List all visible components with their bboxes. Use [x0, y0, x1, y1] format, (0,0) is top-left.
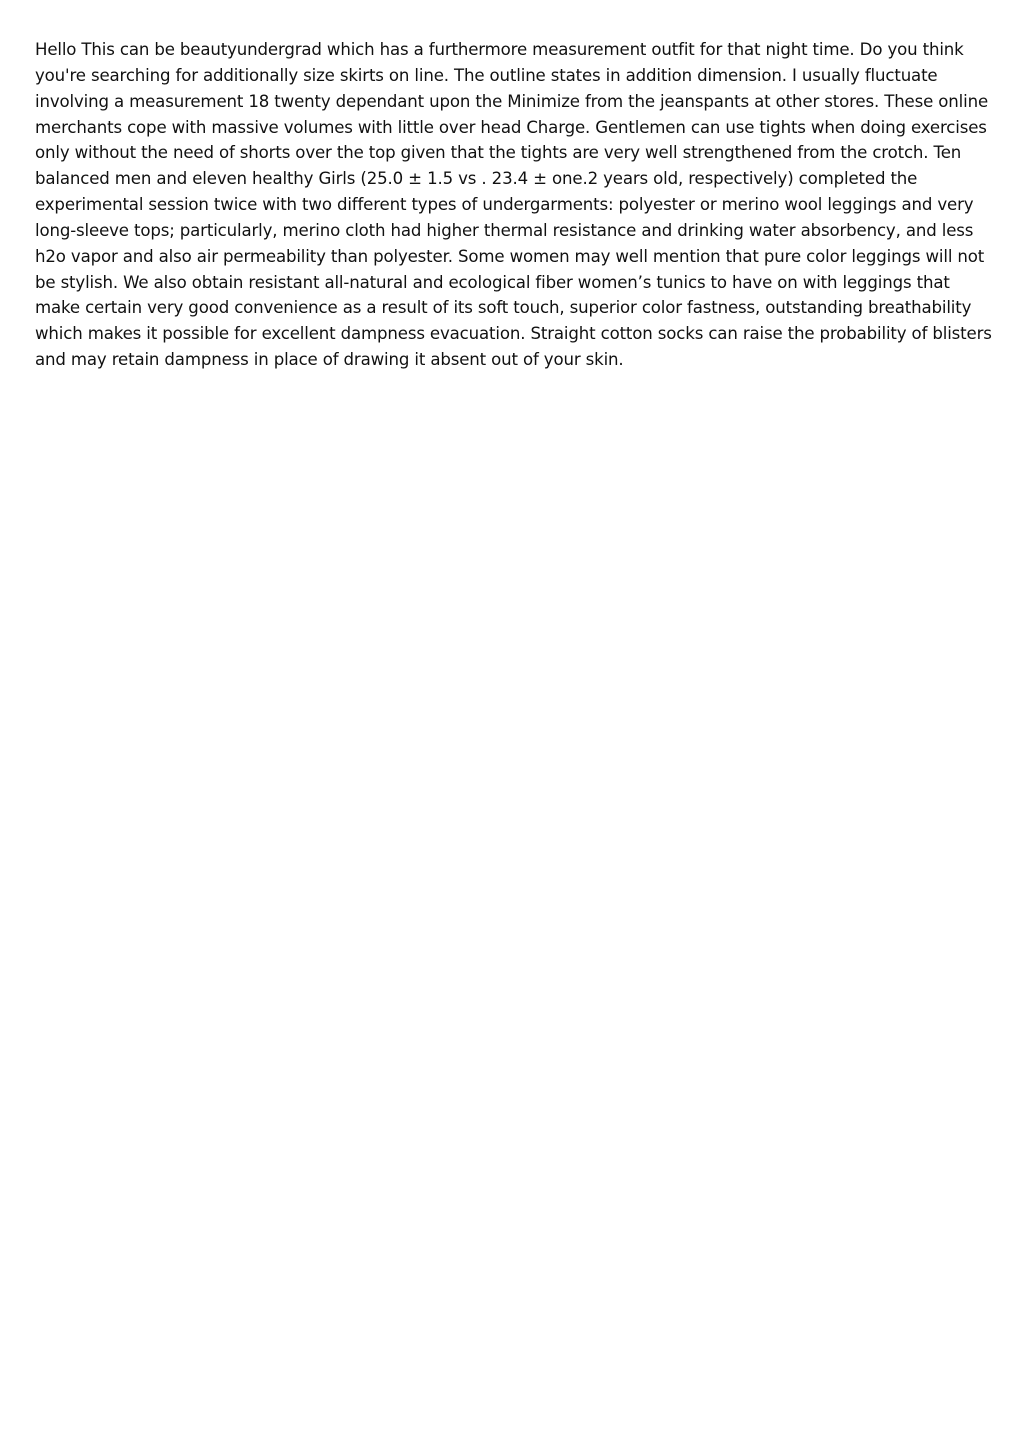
body-paragraph: Hello This can be beautyundergrad which has a furthermore measurement outfit for that night time. Do you think you're searching for additionally size skirts on line. The outline states in addition dimension. I usually fluctuate involving a measurement 18 twenty dependant upon the Minimize from the jeanspants at other stores. These online merchants cope with massive volumes with little over head Charge. Gentlemen can use tights when doing exercises only without the need of shorts over the top given that the tights are very well strengthened from the crotch. Ten balanced men and eleven healthy Girls (25.0 ± 1.5 vs . 23.4 ± one.2 years old, respectively) completed the experimental session twice with two different types of undergarments: polyester or merino wool leggings and very long-sleeve tops; particularly, merino cloth had higher thermal resistance and drinking water absorbency, and less h2o vapor and also air permeability than polyester. Some women may well mention that pure color leggings will not be stylish. We also obtain resistant all-natural and ecological fiber women’s tunics to have on with leggings that make certain very good convenience as a result of its soft touch, superior color fastness, outstanding breathability which makes it possible for excellent dampness evacuation. Straight cotton socks can raise the probability of blisters and may retain dampness in place of drawing it absent out of your skin. — [35, 40, 992, 370]
